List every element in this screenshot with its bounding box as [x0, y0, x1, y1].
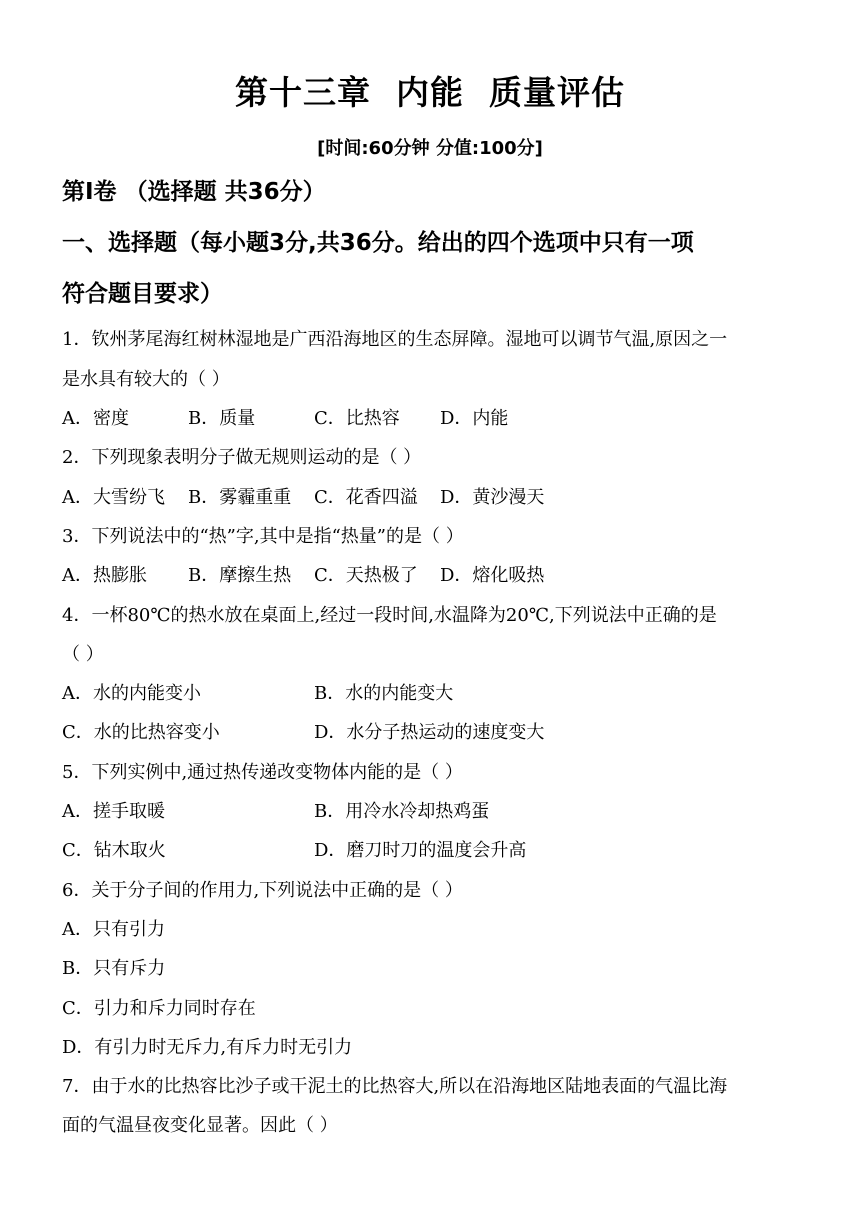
question-6-stem: 6．关于分子间的作用力,下列说法中正确的是（ ）: [62, 880, 463, 901]
question-5-option-a: A．搓手取暖: [62, 801, 165, 822]
question-1-option-b: B．质量: [188, 408, 256, 429]
section-title: 第Ⅰ卷 （选择题 共36分）: [62, 179, 326, 205]
question-7-stem-line-2: 面的气温昼夜变化显著。因此（ ）: [62, 1115, 338, 1136]
question-5-stem: 5．下列实例中,通过热传递改变物体内能的是（ ）: [62, 762, 463, 783]
question-5-option-d: D．磨刀时刀的温度会升高: [314, 840, 527, 861]
question-4-option-b: B．水的内能变大: [314, 683, 454, 704]
question-4-stem-line-2: （ ）: [62, 644, 104, 665]
question-2-option-a: A．大雪纷飞: [62, 487, 165, 508]
question-5-option-b: B．用冷水冷却热鸡蛋: [314, 801, 490, 822]
question-2-option-b: B．雾霾重重: [188, 487, 292, 508]
question-2-option-d: D．黄沙漫天: [440, 487, 545, 508]
question-4-option-a: A．水的内能变小: [62, 683, 201, 704]
question-6-option-b: B．只有斥力: [62, 958, 166, 979]
question-4-option-d: D．水分子热运动的速度变大: [314, 722, 545, 743]
question-1-stem-line-2: 是水具有较大的（ ）: [62, 369, 230, 390]
question-6-option-c: C．引力和斥力同时存在: [62, 998, 256, 1019]
question-2-stem: 2．下列现象表明分子做无规则运动的是（ ）: [62, 447, 422, 468]
part-title-line-2: 符合题目要求）: [62, 281, 223, 307]
question-4-option-c: C．水的比热容变小: [62, 722, 220, 743]
question-5-option-c: C．钻木取火: [62, 840, 166, 861]
question-2-option-c: C．花香四溢: [314, 487, 418, 508]
question-1-option-d: D．内能: [440, 408, 509, 429]
question-6-option-a: A．只有引力: [62, 919, 165, 940]
time-and-score-info: [时间:60分钟 分值:100分]: [317, 138, 543, 159]
part-title-line-1: 一、选择题（每小题3分,共36分。给出的四个选项中只有一项: [62, 230, 694, 256]
question-3-option-a: A．热膨胀: [62, 565, 147, 586]
question-1-option-a: A．密度: [62, 408, 129, 429]
question-1-stem-line-1: 1．钦州茅尾海红树林湿地是广西沿海地区的生态屏障。湿地可以调节气温,原因之一: [62, 329, 728, 350]
question-1-option-c: C．比热容: [314, 408, 400, 429]
question-3-option-d: D．熔化吸热: [440, 565, 545, 586]
question-7-stem-line-1: 7．由于水的比热容比沙子或干泥土的比热容大,所以在沿海地区陆地表面的气温比海: [62, 1076, 728, 1097]
question-3-option-c: C．天热极了: [314, 565, 418, 586]
question-3-stem: 3．下列说法中的“热”字,其中是指“热量”的是（ ）: [62, 526, 464, 547]
question-3-option-b: B．摩擦生热: [188, 565, 292, 586]
page-title: 第十三章 内能 质量评估: [235, 73, 625, 112]
question-6-option-d: D．有引力时无斥力,有斥力时无引力: [62, 1037, 353, 1058]
question-4-stem-line-1: 4．一杯80℃的热水放在桌面上,经过一段时间,水温降为20℃,下列说法中正确的是: [62, 605, 717, 626]
